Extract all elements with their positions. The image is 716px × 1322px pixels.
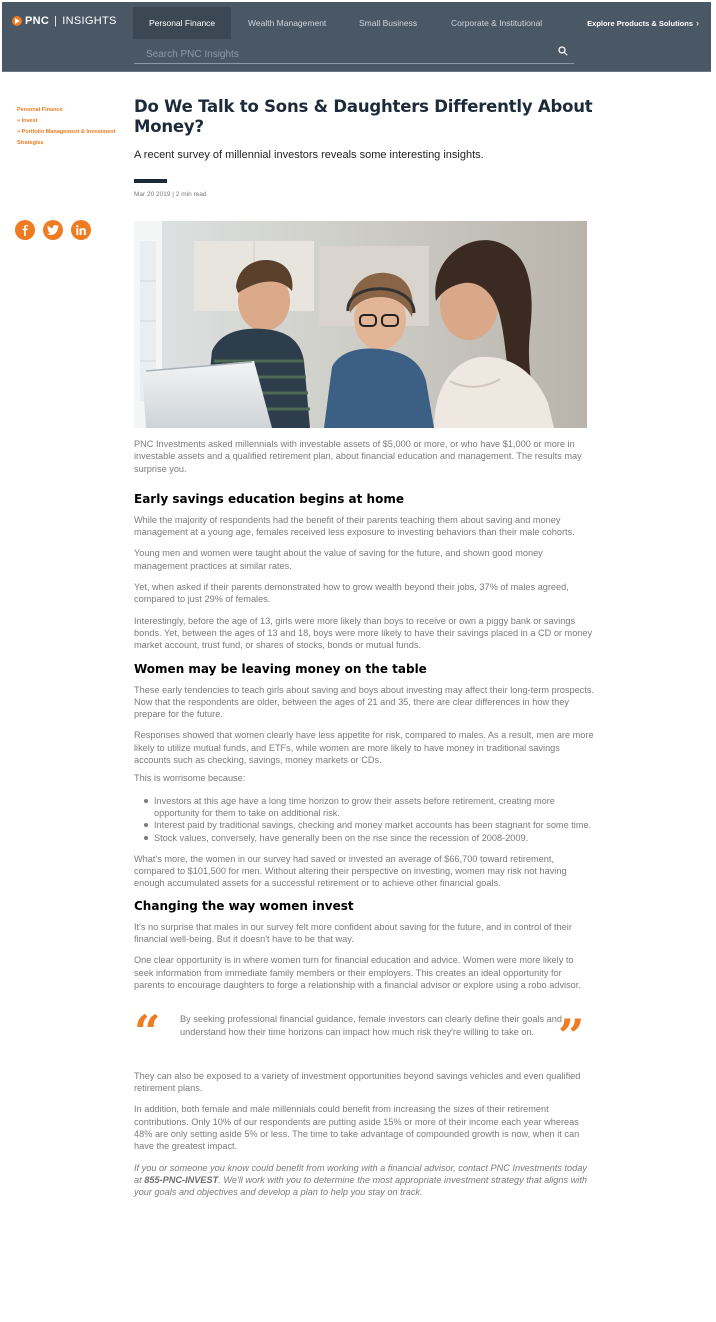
open-quote-icon: “ (134, 1005, 161, 1060)
contact-text: If you or someone you know could benefit from working with a financial advisor, contact PNC Investments today at (134, 1162, 587, 1185)
breadcrumb-invest[interactable]: » Invest (17, 118, 38, 124)
paragraph: Interestingly, before the age of 13, girls were more likely than boys to receive or own a piggy bank or savings bonds. Yet, between the ages of 13 and 18, boys were more likely to have their savings placed in a CD or money market account, trust fund, or shares of stocks, bonds or mutual funds. (134, 615, 593, 651)
title-divider (134, 179, 167, 183)
paragraph: While the majority of respondents had the benefit of their parents teaching them about saving and money management at a young age, females received less exposure to investing behaviors than their male cohorts. (134, 514, 575, 538)
facebook-icon (20, 225, 30, 236)
breadcrumb (17, 105, 132, 149)
paragraph: This is worrisome because: (134, 773, 246, 784)
section-heading-changing-way: Changing the way women invest (134, 898, 354, 913)
chevron-right-icon: › (696, 18, 699, 28)
breadcrumb-portfolio-management[interactable]: » Portfolio Management & Investment Strategies (17, 129, 116, 146)
logo-product: INSIGHTS (62, 15, 117, 27)
pull-quote (134, 1005, 594, 1064)
social-share (15, 220, 91, 240)
list-item: Interest paid by traditional savings, checking and money market accounts has been stagnant for some time. (154, 819, 594, 831)
nav-personal-finance[interactable]: Personal Finance (133, 7, 231, 39)
search-input[interactable] (134, 45, 544, 65)
nav-small-business[interactable]: Small Business (359, 18, 418, 28)
contact-text-end: . We'll work with you to determine the most appropriate investment strategy that aligns with your goals and objectives and develop a plan to help you stay on track. (134, 1174, 587, 1198)
paragraph: Responses showed that women clearly have less appetite for risk, compared to males. As a result, men are more likely to utilize mutual funds, and ETFs, while women are more likely to have money in traditional savings accounts such as checking, savings, money markets or CDs. (134, 730, 594, 766)
pull-quote-text: By seeking professional financial guidance, female investors can clearly define their goals and understand how their time horizons can impact how much risk they're willing to take on. (180, 1014, 563, 1037)
breadcrumb-personal-finance[interactable]: Personal Finance (17, 107, 63, 113)
share-linkedin-button[interactable] (71, 220, 91, 240)
explore-products-link[interactable] (587, 7, 699, 39)
section-heading-savings: Early savings education begins at home (134, 491, 404, 506)
nav-corporate-institutional[interactable]: Corporate & Institutional (451, 18, 543, 28)
list-item: Investors at this age have a long time horizon to grow their assets before retirement, creating more opportunity for them to take on additional risk. (154, 795, 594, 820)
twitter-icon (47, 225, 59, 235)
article-subtitle: A recent survey of millennial investors reveals some interesting insights. (134, 149, 484, 161)
share-facebook-button[interactable] (15, 220, 35, 240)
nav-wealth-management[interactable]: Wealth Management (248, 18, 327, 28)
article-meta: Mar 20 2019 | 2 min read (134, 191, 207, 198)
section-heading-money-on-table: Women may be leaving money on the table (134, 661, 427, 676)
logo-separator: | (54, 15, 58, 27)
logo-brand: PNC (25, 15, 50, 27)
paragraph: What's more, the women in our survey had saved or invested an average of $66,700 toward retirement, compared to $101,500 for men. Without altering their perspective on investing, women may risk not having enough accumulated assets for a successful retirement or to achieve other financial goals. (134, 853, 567, 889)
linkedin-icon (76, 225, 86, 235)
intro-paragraph: PNC Investments asked millennials with investable assets of $5,000 or more, or who have $1,000 or more in investable assets and a qualified retirement plan, about financial education and management. The results may surprise you. (134, 439, 582, 474)
article-title: Do We Talk to Sons & Daughters Differently About Money? (134, 97, 593, 136)
search-icon[interactable] (558, 46, 568, 56)
site-header (2, 2, 711, 72)
article-header (134, 97, 604, 198)
contact-paragraph (134, 1162, 594, 1199)
paragraph: In addition, both female and male millennials could benefit from increasing the sizes of their retirement contributions. Only 10% of our respondents are putting aside 15% or more of their income each year whereas 48% are only setting aside 5% or less. The time to take advantage of compounded growth is now, when it can have the greatest impact. (134, 1104, 580, 1152)
list-item: Stock values, conversely, have generally been on the rise since the recession of 2008-2009. (154, 832, 594, 844)
paragraph: These early tendencies to teach girls about saving and boys about investing may affect their long-term prospects. Now that the respondents are older, between the ages of 21 and 35, there are clear differences in how they prepare for the future. (134, 684, 594, 720)
paragraph: Yet, when asked if their parents demonstrated how to grow wealth beyond their jobs, 37% of males agreed, compared to just 29% of females. (134, 582, 569, 605)
paragraph: It's no surprise that males in our survey felt more confident about saving for the future, and in control of their financial well-being. But it doesn't have to be that way. (134, 921, 572, 945)
share-twitter-button[interactable] (43, 220, 63, 240)
bullet-list (154, 795, 594, 844)
close-quote-icon: ” (558, 1009, 585, 1064)
main-nav (2, 2, 711, 40)
explore-products-label: Explore Products & Solutions (587, 19, 693, 28)
hero-image-family-laptop (134, 221, 587, 428)
paragraph: One clear opportunity is in where women turn for financial education and advice. Women were more likely to seek information from immediate family members or their employers. This creates an ideal opportunity for parents to encourage daughters to forge a relationship with a financial advisor or explore using a robo advisor. (134, 955, 581, 990)
article-body (134, 438, 594, 1198)
paragraph: They can also be exposed to a variety of investment opportunities beyond savings vehicles and even qualified retirement plans. (134, 1070, 581, 1094)
paragraph: Young men and women were taught about the value of saving for the future, and shown good money management practices at similar rates. (134, 548, 543, 571)
search-bar (134, 42, 574, 64)
phone-link[interactable]: 855-PNC-INVEST (144, 1174, 219, 1185)
